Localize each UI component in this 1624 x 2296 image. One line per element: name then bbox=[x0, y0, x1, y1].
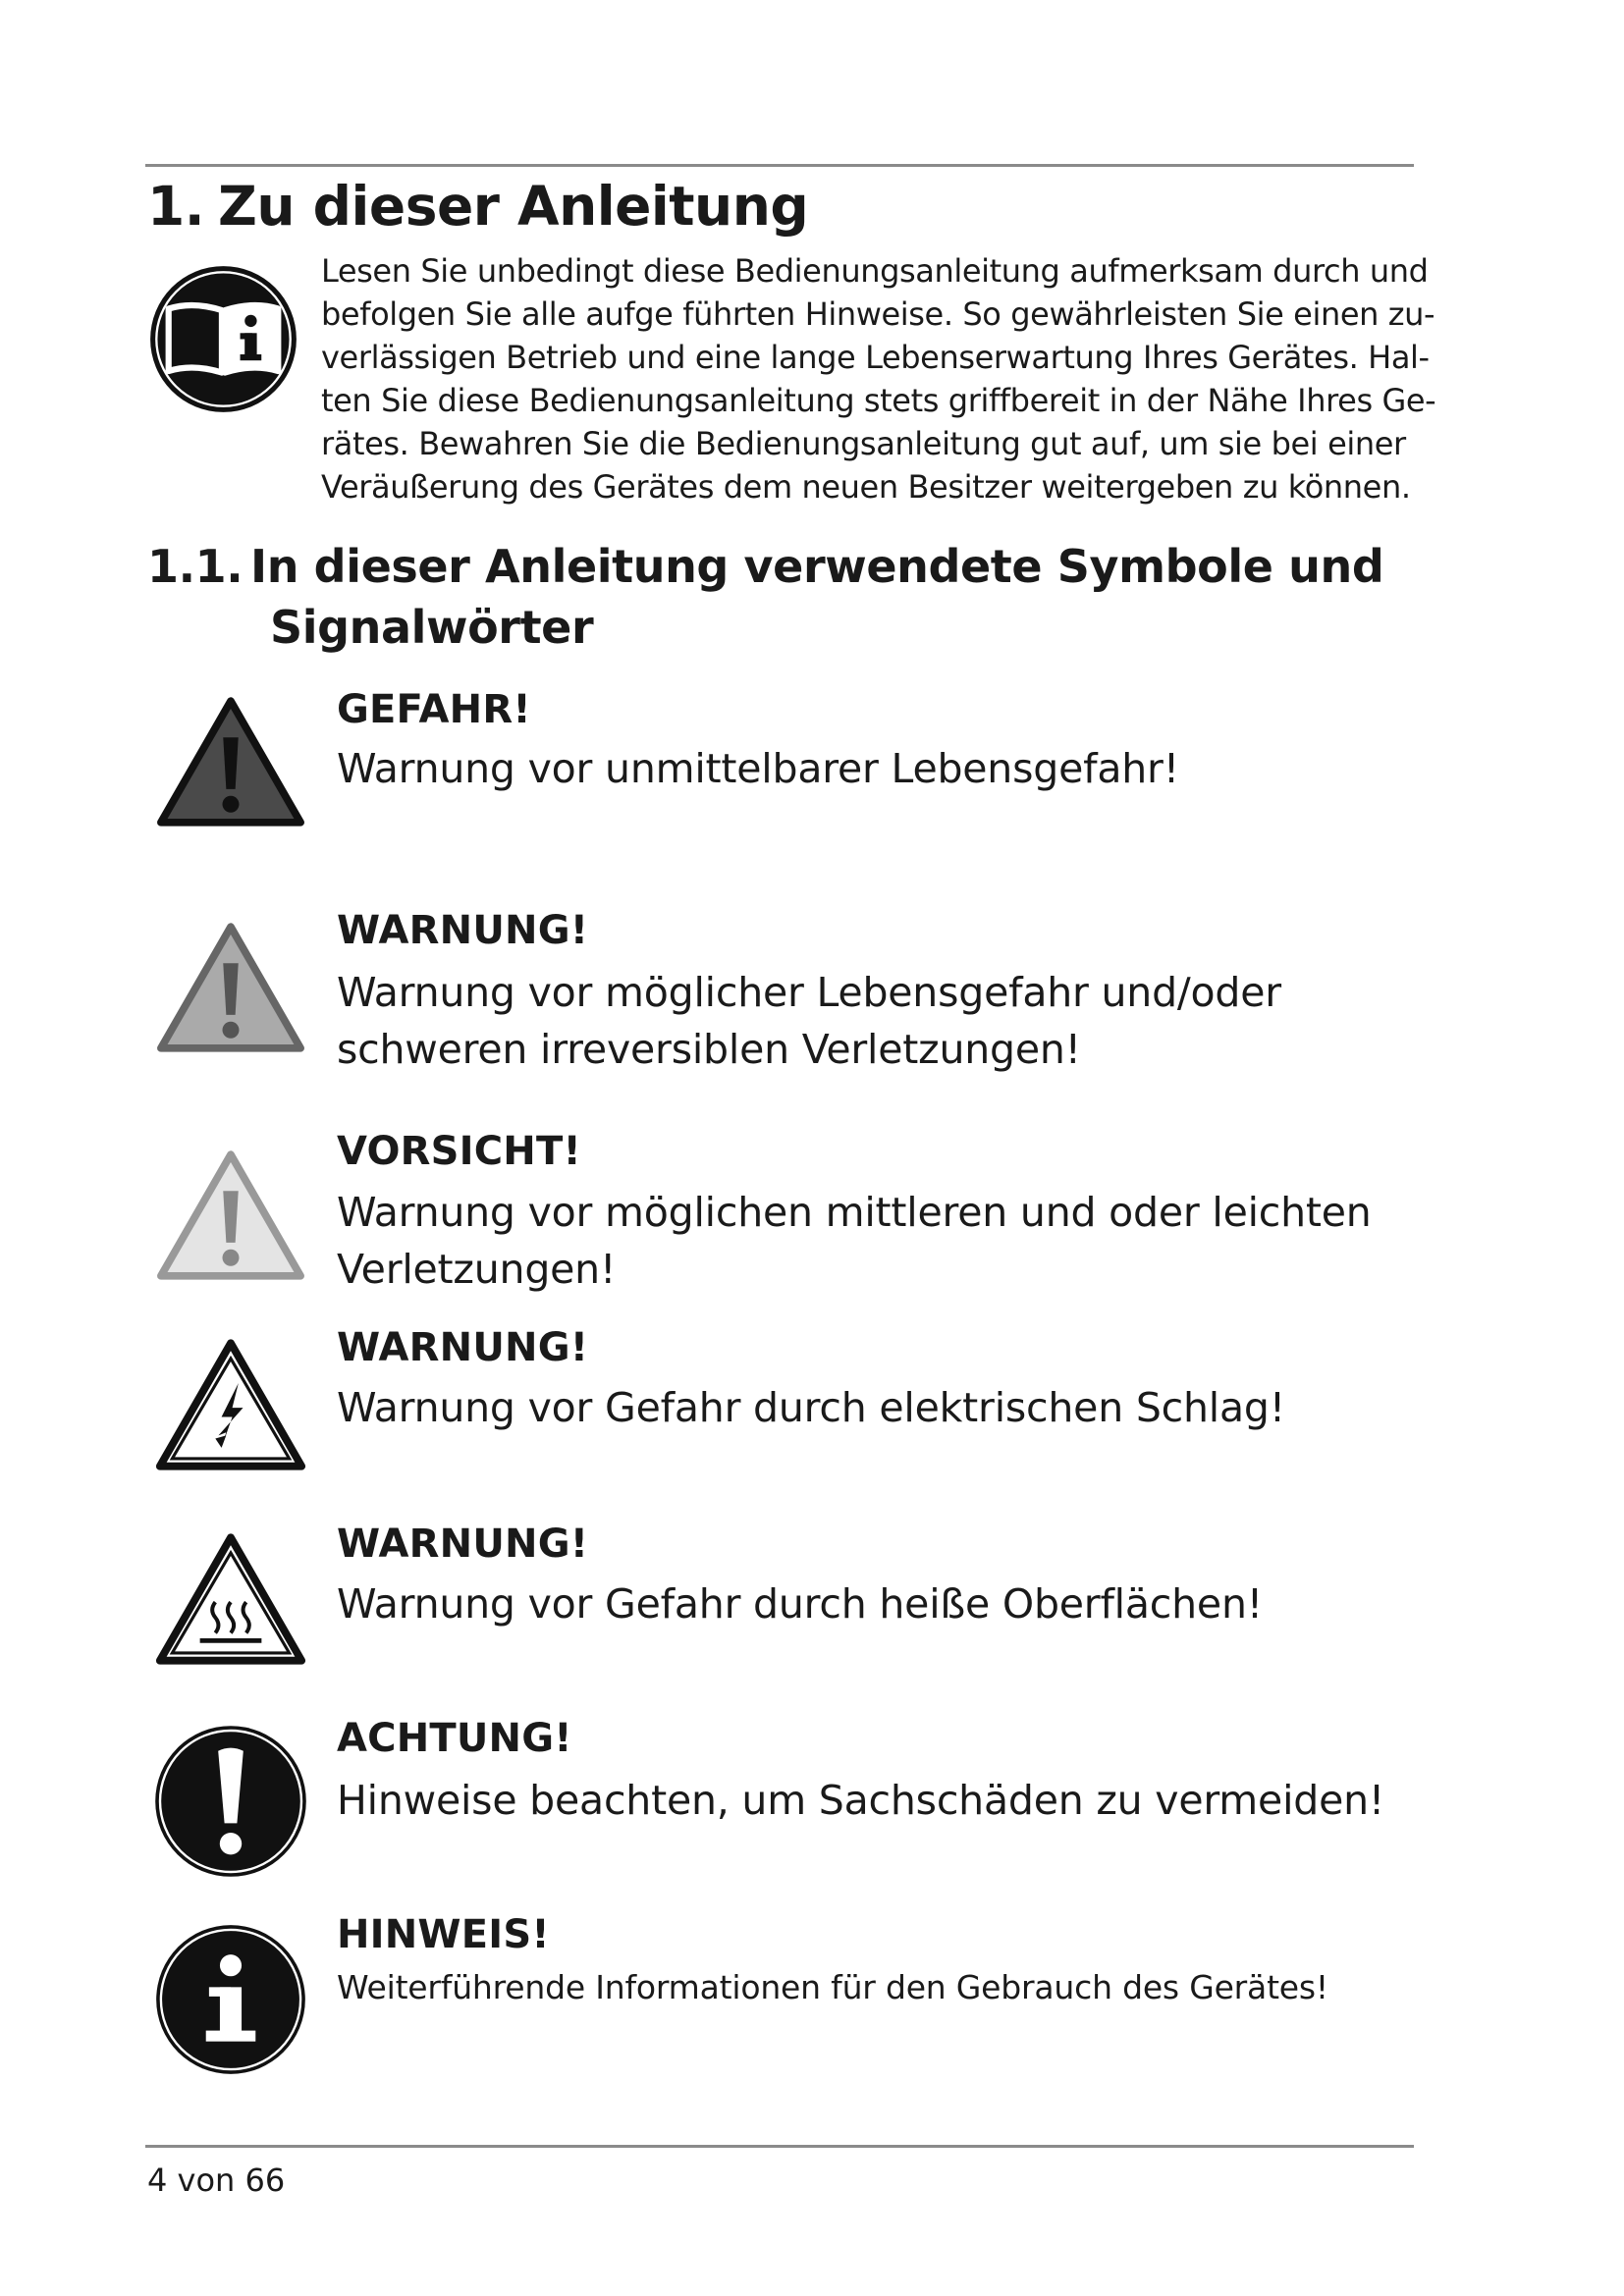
intro-line: Lesen Sie unbedingt diese Bedienungsanleitung aufmerksam durch und bbox=[321, 252, 1429, 290]
intro-line: ten Sie diese Bedienungsanleitung stets griffbereit in der Nähe Ihres Ge- bbox=[321, 382, 1436, 419]
info-icon bbox=[152, 1922, 309, 2077]
signal-word-caution: VORSICHT! bbox=[337, 1129, 581, 1174]
description-line: Weiterführende Informationen für den Gebrauch des Gerätes! bbox=[337, 1968, 1328, 2006]
intro-line: rätes. Bewahren Sie die Bedienungsanleitung gut auf, um sie bei einer bbox=[321, 425, 1406, 462]
description-line: schweren irreversiblen Verletzungen! bbox=[337, 1026, 1081, 1073]
intro-paragraph bbox=[321, 249, 1436, 508]
section-title: Zu dieser Anleitung bbox=[218, 175, 809, 238]
description-line: Hinweise beachten, um Sachschäden zu vermeiden! bbox=[337, 1777, 1385, 1824]
signal-word-danger: GEFAHR! bbox=[337, 687, 531, 732]
section-heading bbox=[147, 175, 808, 238]
description-line: Warnung vor Gefahr durch elektrischen Schlag! bbox=[337, 1384, 1285, 1431]
section-number: 1. bbox=[147, 175, 205, 238]
electric-shock-icon bbox=[152, 1337, 309, 1472]
read-manual-icon bbox=[147, 263, 299, 415]
page-number: 4 von 66 bbox=[147, 2162, 286, 2199]
subsection-number: 1.1. bbox=[147, 540, 244, 593]
signal-word-note: HINWEIS! bbox=[337, 1912, 550, 1957]
description-danger bbox=[337, 740, 1417, 797]
signal-word-attention: ACHTUNG! bbox=[337, 1716, 572, 1761]
danger-triangle-icon bbox=[152, 695, 309, 828]
signal-word-electric: WARNUNG! bbox=[337, 1325, 589, 1370]
signal-word-hot-surface: WARNUNG! bbox=[337, 1522, 589, 1567]
description-line: Warnung vor möglichen mittleren und oder leichten bbox=[337, 1189, 1372, 1236]
description-attention bbox=[337, 1772, 1417, 1829]
subsection-title-line2: Signalwörter bbox=[270, 601, 594, 654]
description-electric bbox=[337, 1379, 1417, 1436]
bottom-divider bbox=[145, 2145, 1414, 2148]
intro-line: befolgen Sie alle aufge führten Hinweise. So gewährleisten Sie einen zu- bbox=[321, 295, 1435, 333]
description-line: Verletzungen! bbox=[337, 1246, 617, 1293]
subsection-title-line1: In dieser Anleitung verwendete Symbole und bbox=[250, 540, 1384, 593]
description-line: Warnung vor möglicher Lebensgefahr und/oder bbox=[337, 969, 1281, 1016]
description-line: Warnung vor unmittelbarer Lebensgefahr! bbox=[337, 745, 1179, 792]
intro-line: Veräußerung des Gerätes dem neuen Besitzer weitergeben zu können. bbox=[321, 468, 1411, 506]
warning-triangle-icon bbox=[152, 921, 309, 1054]
attention-exclamation-icon bbox=[152, 1723, 309, 1880]
description-note bbox=[337, 1959, 1417, 2016]
top-divider bbox=[145, 164, 1414, 167]
intro-line: verlässigen Betrieb und eine lange Lebenserwartung Ihres Gerätes. Hal- bbox=[321, 339, 1430, 376]
description-line: Warnung vor Gefahr durch heiße Oberflächen! bbox=[337, 1580, 1263, 1628]
caution-triangle-icon bbox=[152, 1148, 309, 1282]
description-warning bbox=[337, 964, 1417, 1078]
hot-surface-icon bbox=[152, 1531, 309, 1667]
signal-word-warning: WARNUNG! bbox=[337, 908, 589, 953]
subsection-heading bbox=[147, 536, 1383, 658]
description-caution bbox=[337, 1184, 1417, 1298]
description-hot-surface bbox=[337, 1575, 1417, 1632]
